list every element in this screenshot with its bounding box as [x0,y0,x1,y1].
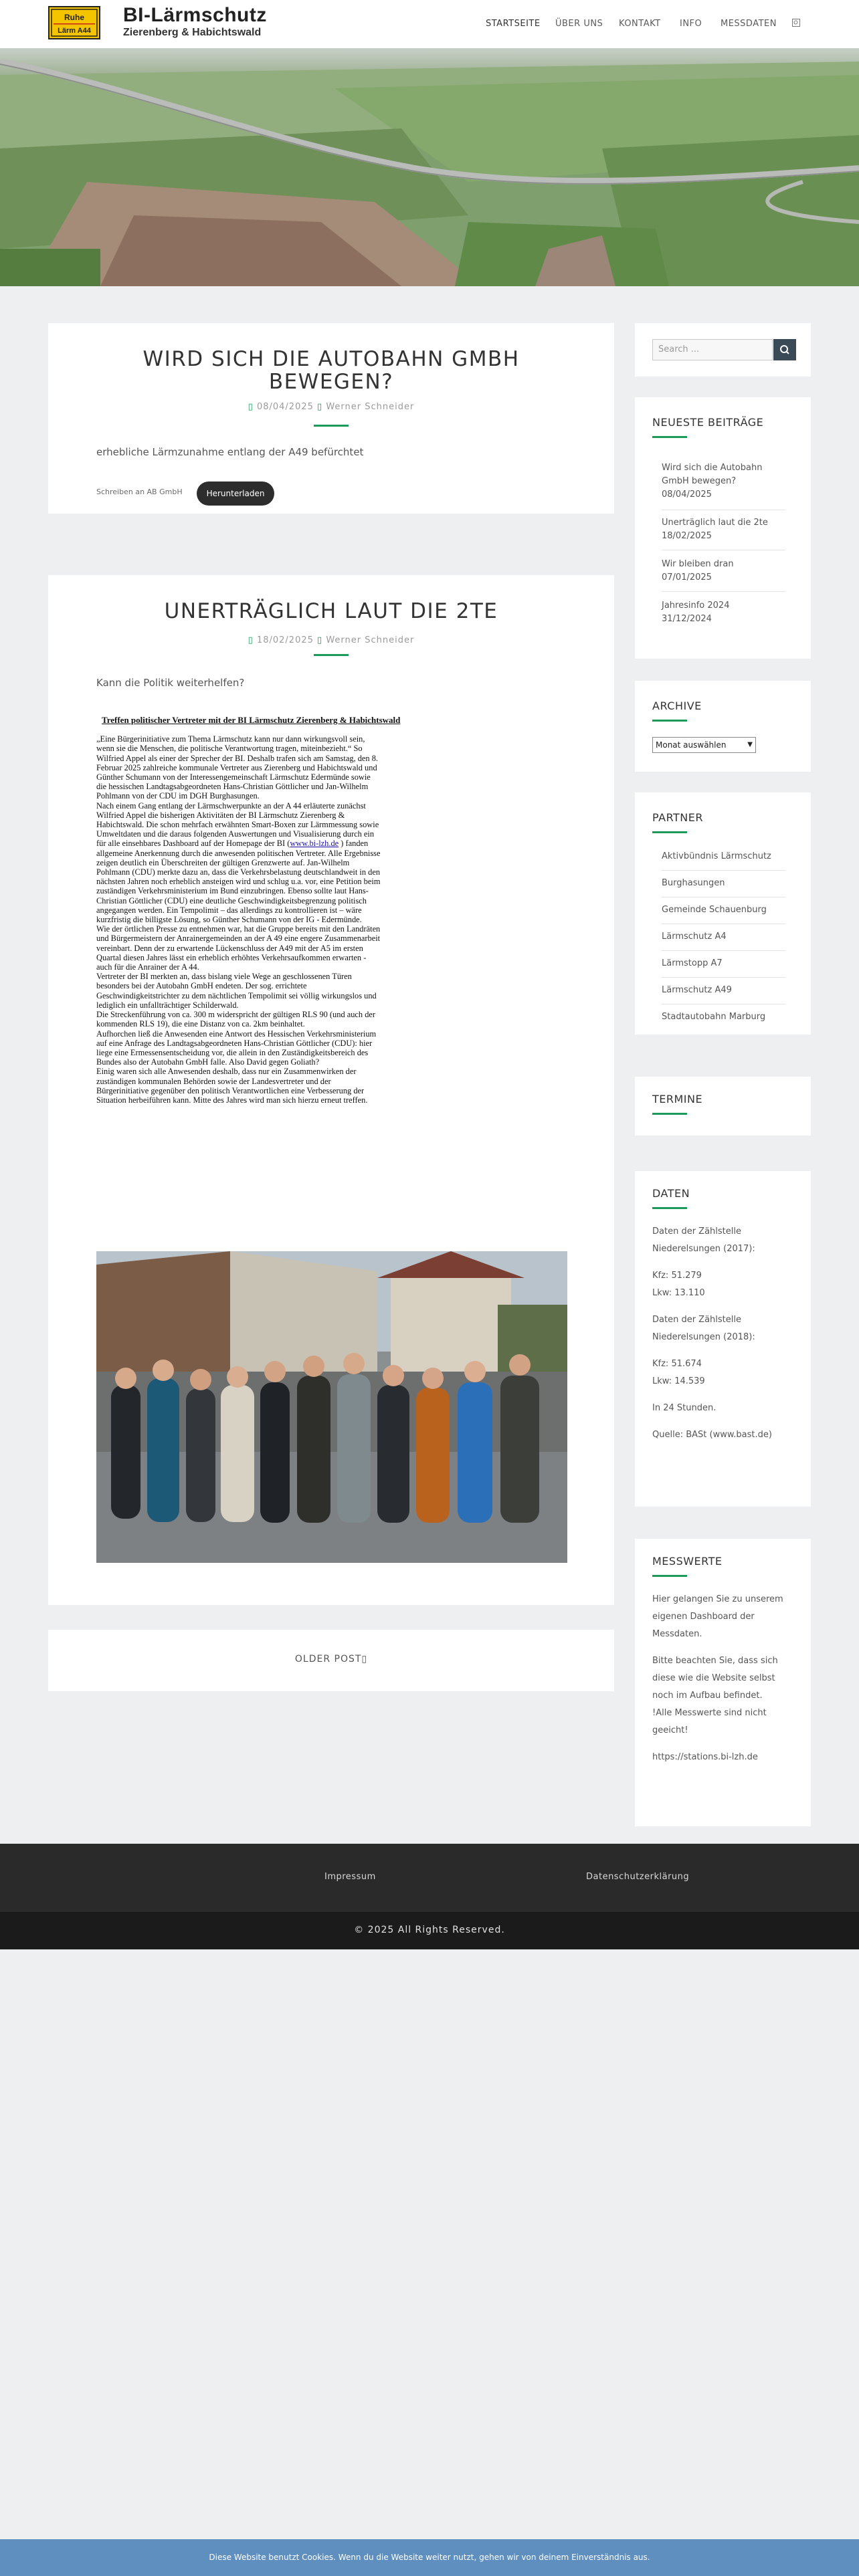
document-line: kommenden RLS 19), die eine Distanz von ca. 2km beinhaltet. [96,1019,305,1029]
recent-post-title: Jahresinfo 2024 [662,601,730,611]
partner-widget [635,792,811,1035]
post-category-link[interactable]: Schreiben an AB GmbH [96,488,183,496]
partner-link[interactable]: Lärmschutz A49 [662,985,732,995]
document-line: die hessischen Landtagsabgeordneten Hans-Christian Göttlicher und Jan-Wilhelm [96,782,369,792]
divider [662,950,785,951]
spacer [652,1258,796,1267]
document-line: und Bürgermeistern der Anrainergemeinden an der A 49 eine engere Zusammenarbeit [96,934,381,944]
recent-post-title: Wird sich die Autobahn [662,463,763,473]
document-line: Habichtswald. Die schon mehrfach erwähnten Smart-Boxen zur Lärmmessung sowie [96,820,379,830]
messwerte-widget [635,1539,811,1826]
spacer [652,1346,796,1356]
widget-title: PARTNER [652,811,703,824]
archive-select-value: Monat auswählen [656,740,727,750]
messwerte-text [652,1591,796,1766]
divider [662,977,785,978]
widget-title: ARCHIVE [652,700,702,712]
document-line: Aufhorchen ließ die Anwesenden eine Antwort des Hessischen Verkehrsministerium [96,1029,377,1039]
chevron-down-icon: ▼ [747,741,753,748]
document-line [96,839,524,848]
document-heading: Treffen politischer Vertreter mit der BI Lärmschutz Zierenberg & Habichtswald [102,715,401,725]
widget-title: DATEN [652,1187,690,1200]
partner-link[interactable]: Lärmschutz A4 [662,932,727,942]
spacer [652,1302,796,1311]
nav-search-icon[interactable] [792,19,800,29]
post-author[interactable]: Werner Schneider [326,635,415,645]
daten-line: Lkw: 13.110 [652,1288,705,1298]
post-intro: Kann die Politik weiterhelfen? [96,677,245,689]
recent-post-title: Unerträglich laut die 2te [662,518,768,528]
document-line: Quartal diesen Jahres lässt ein erheblich erhöhtes Verkehrsaufkommen erwarten - [96,952,367,962]
homepage-link[interactable]: www.bi-lzh.de [290,839,339,849]
site-title[interactable]: BI-Lärmschutz [123,4,267,26]
partner-link[interactable]: Lärmstopp A7 [662,958,723,968]
post-meta [48,402,614,412]
cookie-banner[interactable] [0,2539,859,2576]
messwerte-line: Bitte beachten Sie, dass sich [652,1656,778,1666]
document-line: angegangen werden. Ein Tempolimit – das allerdings zu kontrollieren ist – wäre [96,905,362,915]
document-line: Pohlmann (CDU) merkte dazu an, dass die Verkehrsbelastung deutschlandweit in den [96,867,381,877]
partner-link[interactable]: Gemeinde Schauenburg [662,905,767,915]
older-post-link[interactable] [48,1654,614,1665]
document-text [96,716,524,1105]
group-photo [96,1251,567,1563]
title-underline [314,654,349,656]
widget-title: TERMINE [652,1093,703,1105]
document-line: Bürgerinitiative gegenüber den politisch Verantwortlichen eine Verbesserung der [96,1085,365,1095]
messwerte-line: !Alle Messwerte sind nicht [652,1708,767,1718]
user-icon: ▯ [317,402,323,412]
document-line: Bundes also der Autobahn GmbH falle. Also David gegen Goliath? [96,1057,320,1067]
spacer [652,1643,796,1652]
daten-line: Kfz: 51.674 [652,1359,702,1369]
search-input[interactable]: Search ... [652,339,773,360]
document-line: Umweltdaten und die daraus folgenden Auswertungen und Visualisierung durch ein [96,829,375,839]
daten-line: Niederelsungen (2018): [652,1332,755,1342]
daten-line: In 24 Stunden. [652,1403,717,1413]
widget-title-underline [652,831,687,833]
messwerte-line: geeicht! [652,1725,688,1735]
document-line: Günther Schumann von der Interessengemeinschaft Lärmschutz Edermünde sowie [96,772,371,782]
widget-title-underline [652,720,687,722]
search-icon [773,339,796,360]
archive-month-select[interactable] [652,737,756,753]
user-icon: ▯ [317,635,323,645]
messwerte-line: eigenen Dashboard der [652,1612,755,1622]
nav-item-kontakt[interactable]: KONTAKT [619,19,661,29]
document-line: Christian Göttlicher (CDU) eine deutliche Geschwindigkeitsbegrenzung politisch [96,895,367,905]
daten-line: Quelle: BASt (www.bast.de) [652,1430,772,1440]
recent-post-date: 07/01/2025 [662,572,712,582]
document-line: kurzfristig die billigste Lösung, so Günther Schumann von der IG - Edermünde. [96,915,362,925]
document-line: Pohlmann von der CDU im DGH Burghasungen. [96,791,260,801]
daten-line: Daten der Zählstelle [652,1315,741,1325]
post-meta [48,635,614,645]
calendar-icon: ▯ [248,402,254,412]
recent-posts-widget [635,397,811,659]
spacer [652,1739,796,1749]
recent-post-link[interactable] [662,461,785,502]
post-title-line1[interactable]: WIRD SICH DIE AUTOBAHN GMBH [142,347,520,371]
recent-post-title: GmbH bewegen? [662,476,737,486]
nav-item-messdaten[interactable]: MESSDATEN [721,19,777,29]
document-line: Geschwindigkeitstrichter zu dem nächtlichen Tempolimit sei völlig wirkungslos und [96,990,377,1000]
daten-line: Daten der Zählstelle [652,1226,741,1237]
recent-post-date: 08/04/2025 [662,490,712,500]
document-line: zuständigen Verkehrsministerium im Bund einzubringen. Ebenso sollte laut Hans- [96,886,369,896]
recent-post-date: 31/12/2024 [662,614,712,624]
cookie-text: Diese Website benutzt Cookies. Wenn du die Website weiter nutzt, gehen wir von deinem Einverständnis aus. [209,2553,650,2562]
messwerte-line: Hier gelangen Sie zu unserem [652,1594,783,1604]
title-underline [314,425,349,427]
logo-text-bottom: Lärm A44 [58,27,91,35]
document-line: lediglich ein unfallträchtiger Schilderwald. [96,1000,239,1010]
document-line: Wie der örtlichen Presse zu entnehmen war, hat die Gruppe bereits mit den Landräten [96,924,381,934]
document-line: allgemeine Anerkennung durch die anwesenden politischen Vertreter. Alle Ergebnisse [96,848,381,858]
recent-post-title: Wir bleiben dran [662,559,734,569]
document-line: Situation herbeiführen kann. Mitte des Jahres wird man sich hierzu erneut treffen. [96,1095,368,1105]
footer-copyright-bar [0,1912,859,1949]
post-author[interactable]: Werner Schneider [326,402,415,412]
logo-text-top: Ruhe [64,13,84,22]
site-tagline: Zierenberg & Habichtswald [123,27,262,38]
spacer [652,1390,796,1400]
search-widget [635,323,811,377]
daten-line: Lkw: 14.539 [652,1376,705,1386]
document-line: Nach einem Gang entlang der Lärmschwerpunkte an der A 44 erläuterte zunächst [96,800,366,811]
dashboard-link[interactable]: https://stations.bi-lzh.de [652,1752,758,1762]
recent-post-date: 18/02/2025 [662,531,712,541]
post-card [48,575,614,1605]
partner-link[interactable]: Burghasungen [662,878,725,888]
nav-item-ueber-uns[interactable]: ÜBER UNS [555,19,603,29]
search-button[interactable] [773,339,796,360]
document-line: vereinbart. Denn der zu erwartende Lückenschluss der A49 mit der A5 im ersten [96,943,363,953]
recent-post-link[interactable] [662,599,785,626]
document-line: besonders bei der Autobahn GmbH endeten. Der sog. errichtete [96,981,307,991]
termine-widget [635,1077,811,1136]
partner-link[interactable]: Stadtautobahn Marburg [662,1012,766,1022]
daten-line: Kfz: 51.279 [652,1271,702,1281]
divider [662,591,785,592]
widget-title-underline [652,1113,687,1115]
partner-link[interactable]: Aktivbündnis Lärmschutz [662,851,771,861]
document-line: wenn sie die Menschen, die politische Verantwortung tragen, miteinbezieht.“ So [96,744,363,754]
footer-links [0,1844,859,1912]
messwerte-line: diese wie die Website selbst [652,1673,775,1683]
messwerte-line: noch im Aufbau befindet. [652,1691,763,1701]
widget-title-underline [652,436,687,438]
hero-aerial-image [0,48,859,286]
document-line: nächsten Jahren noch erheblich ansteigen wird und schlug u.a. vor, eine Petition beim [96,877,381,887]
post-title[interactable]: UNERTRÄGLICH LAUT DIE 2TE [164,599,498,623]
archive-widget [635,681,811,772]
messwerte-line: Messdaten. [652,1629,702,1639]
document-line: „Eine Bürgerinitiative zum Thema Lärmschutz kann nur dann wirkungsvoll sein, [96,734,365,744]
recent-post-link[interactable] [662,558,785,584]
document-line: auf eine Anfrage des Landtagsabgeordneten Hans-Christian Göttlicher (CDU): hier [96,1038,373,1048]
document-line-text: für alle einsehbares Dashboard auf der Homepage der BI ( [96,839,290,849]
document-line: Vertreter der BI merkten an, dass bislang viele Wege an geschlossenen Türen [96,972,352,982]
widget-title-underline [652,1575,687,1577]
calendar-icon: ▯ [248,635,254,645]
post-date[interactable]: 08/04/2025 [256,402,314,412]
recent-post-link[interactable] [662,516,785,543]
document-line: Wilfried Appel als einer der Sprecher der BI. Deshalb trafen sich am Samstag, den 8. [96,753,378,763]
document-line: zuständigen kommunalen Behörden sowie der Landesvertreter und der [96,1076,331,1086]
impressum-link[interactable]: Impressum [324,1872,376,1882]
post-card [48,323,614,514]
datenschutz-link[interactable]: Datenschutzerklärung [586,1872,690,1882]
document-line: zeigen deutlich ein Überschreiten der gültigen Grenzwerte auf. Jan-Wilhelm [96,857,350,867]
chevron-right-icon: ▯ [361,1654,368,1665]
document-line: Wilfried Appel die bisherigen Aktivitäten der BI Lärmschutz Zierenberg & [96,810,345,820]
main-nav [0,19,859,32]
nav-item-startseite[interactable]: STARTSEITE [486,19,541,29]
copyright-text: © 2025 All Rights Reserved. [354,1925,505,1935]
widget-title-underline [652,1207,687,1209]
pagination-card [48,1630,614,1691]
download-button[interactable]: Herunterladen [197,481,274,506]
post-excerpt: erhebliche Lärmzunahme entlang der A49 befürchtet [96,446,364,458]
site-header [0,0,859,48]
post-title-line2[interactable]: BEWEGEN? [268,370,394,394]
daten-text [652,1223,796,1444]
spacer [652,1417,796,1426]
widget-title: NEUESTE BEITRÄGE [652,416,764,429]
divider [662,870,785,871]
document-line: auch für die Anrainer der A 44. [96,962,199,972]
older-post-label: OLDER POST [294,1654,362,1665]
daten-widget [635,1171,811,1507]
document-line: liege eine Ermessensentscheidung vor, die allein in den Zuständigkeitsbereich des [96,1047,369,1057]
daten-line: Niederelsungen (2017): [652,1244,755,1254]
post-date[interactable]: 18/02/2025 [256,635,314,645]
nav-item-info[interactable]: INFO [680,19,702,29]
document-line: Die Streckenführung von ca. 300 m widerspricht der gültigen RLS 90 (und auch der [96,1010,376,1020]
widget-title: MESSWERTE [652,1555,723,1568]
document-line-text: ) fanden [339,839,369,849]
document-line: Februar 2025 zahlreiche kommunale Vertreter aus Zierenberg und Habichtswald und [96,762,377,772]
document-line: Einig waren sich alle Anwesenden deshalb, dass nur ein Zusammenwirken der [96,1067,357,1077]
